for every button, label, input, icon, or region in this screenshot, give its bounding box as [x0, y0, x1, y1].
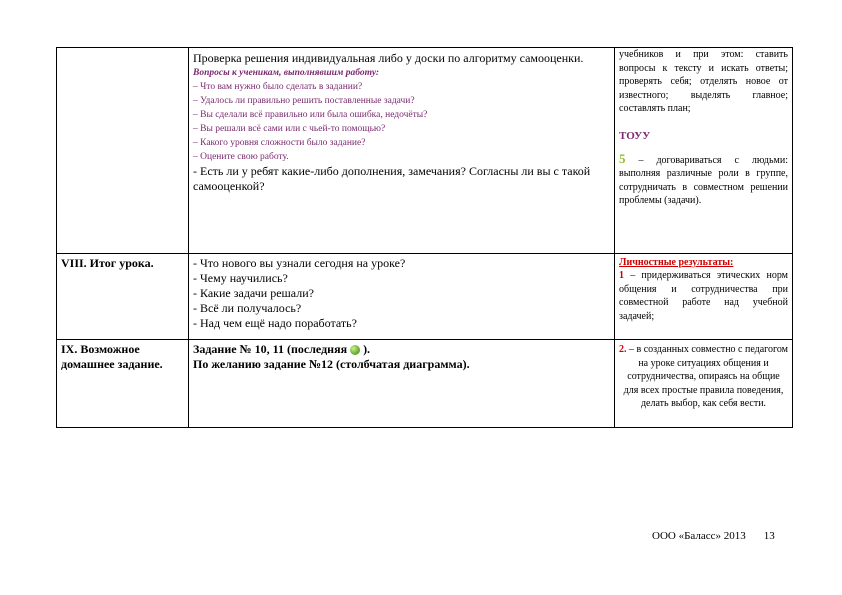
item-text: – придерживаться этических норм общения и сотрудничества при совместной работе над учебной задачей; — [619, 270, 788, 322]
green-circle-icon — [350, 345, 360, 355]
table-row-self-check — [57, 48, 793, 254]
item-number: 5 — [619, 150, 626, 166]
question-item: – Вы сделали всё правильно или была ошибка, недочёты? — [193, 110, 428, 120]
stage-cell — [57, 254, 189, 340]
closing-question: - Есть ли у ребят какие-либо дополнения, замечания? Согласны ли вы с такой самооценкой? — [193, 164, 591, 193]
optional-task: По желанию задание №12 (столбчатая диаграмма). — [193, 357, 470, 371]
result-item-5 — [619, 152, 788, 208]
question-item: – Какого уровня сложности было задание? — [193, 138, 366, 148]
page-footer — [652, 530, 775, 542]
table-row-summary — [57, 254, 793, 340]
item-number: 2. — [619, 344, 627, 355]
item-text: – договариваться с людьми: выполняя различные роли в группе, сотрудничать в совместном решении проблемы (задачи). — [619, 154, 788, 206]
question-item: – Вы решали всё сами или с чьей-то помощью? — [193, 124, 386, 134]
result-text: учебников и при этом: ставить вопросы к тексту и искать ответы; проверять себя; отделять новое от известного; выделять главное; составлять план; — [619, 49, 788, 114]
stage-cell — [57, 48, 189, 254]
task-text-end: ). — [363, 342, 371, 356]
stage-cell — [57, 340, 189, 428]
question-item: – Что вам нужно было сделать в задании? — [193, 82, 363, 92]
summary-line: - Чему научились? — [193, 271, 288, 285]
summary-line: - Всё ли получалось? — [193, 301, 302, 315]
result-item-2 — [619, 340, 788, 411]
content-cell — [189, 254, 615, 340]
table-row-homework — [57, 340, 793, 428]
publisher-label: ООО «Баласс» 2013 — [652, 530, 746, 542]
results-cell — [615, 254, 793, 340]
results-cell — [615, 340, 793, 428]
lesson-table — [56, 47, 793, 428]
stage-title: IX. Возможное домашнее задание. — [61, 342, 163, 371]
toyy-label: ТОУУ — [619, 129, 651, 142]
question-item: – Оцените свою работу. — [193, 152, 289, 162]
content-cell — [189, 340, 615, 428]
summary-line: - Какие задачи решали? — [193, 286, 314, 300]
task-text: Задание № 10, 11 (последняя — [193, 342, 348, 356]
question-item: – Удалось ли правильно решить поставленные задачи? — [193, 96, 415, 106]
homework-task — [193, 340, 610, 357]
questions-heading: Вопросы к ученикам, выполнявшим работу: — [193, 68, 380, 78]
self-check-intro: Проверка решения индивидуальная либо у доски по алгоритму самооценки. — [193, 51, 584, 65]
stage-title: VIII. Итог урока. — [61, 256, 154, 270]
item-number: 1 — [619, 270, 624, 281]
summary-line: - Над чем ещё надо поработать? — [193, 316, 357, 330]
item-text: – в созданных совместно с педагогом на уроке ситуациях общения и сотрудничества, опираясь на общие для всех простые правила поведения, делать выбор, как себя вести. — [623, 344, 789, 409]
personal-results-heading: Личностные результаты: — [619, 257, 734, 268]
summary-line: - Что нового вы узнали сегодня на уроке? — [193, 256, 406, 270]
content-cell — [189, 48, 615, 254]
results-cell — [615, 48, 793, 254]
result-item-1 — [619, 269, 788, 323]
page-number: 13 — [763, 530, 775, 542]
